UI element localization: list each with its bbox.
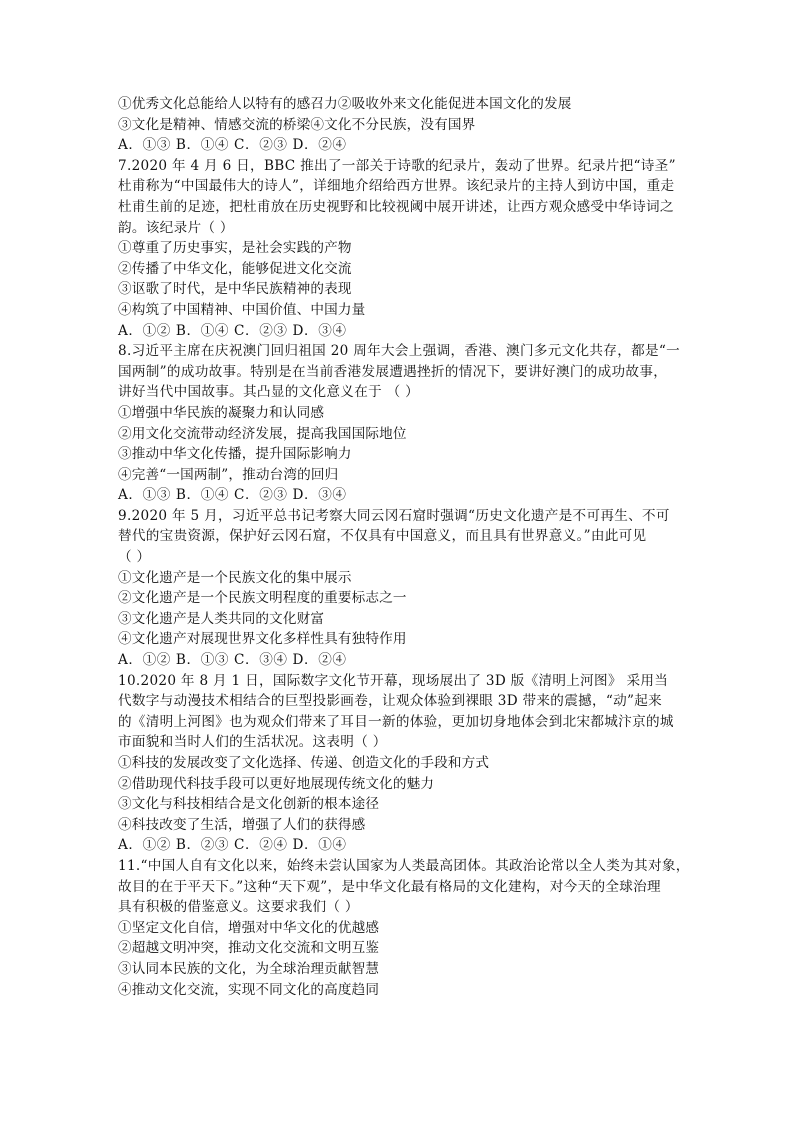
option-line: ②传播了中华文化，能够促进文化交流 xyxy=(118,260,352,277)
question-stem-line: 8.习近平主席在庆祝澳门回归祖国 20 周年大会上强调，香港、澳门多元文化共存，都是“一 xyxy=(118,343,681,360)
option-line: ①尊重了历史事实，是社会实践的产物 xyxy=(118,240,352,257)
question-stem-line: 故目的在于平天下。”这种“天下观”，是中华文化最有格局的文化建构，对今天的全球治理 xyxy=(118,878,661,895)
option-line: ④科技改变了生活，增强了人们的获得感 xyxy=(118,816,366,833)
question-stem-line: 9.2020 年 5 月，习近平总书记考察大同云冈石窟时强调“历史文化遗产是不可再生、不可 xyxy=(118,507,670,524)
question-stem-line: 市面貌和当时人们的生活状况。这表明（ ） xyxy=(118,734,387,751)
question-6-continued xyxy=(118,94,678,156)
option-line: ④文化遗产对展现世界文化多样性具有独特作用 xyxy=(118,631,407,648)
question-stem-line: 杜甫生前的足迹，把杜甫放在历史视野和比较视阈中展开讲述，让西方观众感受中华诗词之 xyxy=(118,198,674,215)
option-line: ①增强中华民族的凝聚力和认同感 xyxy=(118,404,325,421)
exam-page xyxy=(118,94,690,1000)
question-stem-line: 10.2020 年 8 月 1 日，国际数字文化节开幕，现场展出了 3D 版《清明上河图》 采用当 xyxy=(118,672,669,689)
answer-choices: A．①② B．①④ C．②③ D．③④ xyxy=(118,322,347,339)
question-7 xyxy=(118,156,678,341)
option-line: ②超越文明冲突，推动文化交流和文明互鉴 xyxy=(118,940,380,957)
question-11 xyxy=(118,856,690,1000)
option-line: ③文化是精神、情感交流的桥梁④文化不分民族，没有国界 xyxy=(118,116,476,133)
option-line: ③文化与科技相结合是文化创新的根本途径 xyxy=(118,796,380,813)
question-stem-line: 11.“中国人自有文化以来，始终未尝认国家为人类最高团体。其政治论常以全人类为其对象， xyxy=(118,857,690,874)
question-stem-line: 韵。该纪录片（ ） xyxy=(118,219,234,236)
question-stem-line: 讲好当代中国故事。其凸显的文化意义在于 （ ） xyxy=(118,384,420,401)
question-stem-line: 代数字与动漫技术相结合的巨型投影画卷，让观众体验到裸眼 3D 带来的震撼，“动”起来 xyxy=(118,693,663,710)
option-line: ④推动文化交流，实现不同文化的高度趋同 xyxy=(118,981,380,998)
question-10 xyxy=(118,671,678,856)
option-line: ②文化遗产是一个民族文明程度的重要标志之一 xyxy=(118,590,407,607)
question-stem-line: 替代的宝贵资源，保护好云冈石窟，不仅具有中国意义，而且具有世界意义。”由此可见 xyxy=(118,528,647,545)
option-line: ①坚定文化自信，增强对中华文化的优越感 xyxy=(118,919,380,936)
option-line: ③推动中华文化传播，提升国际影响力 xyxy=(118,446,352,463)
option-line: ②借助现代科技手段可以更好地展现传统文化的魅力 xyxy=(118,775,435,792)
option-line: ③讴歌了时代，是中华民族精神的表现 xyxy=(118,281,352,298)
answer-choices: A．①② B．①③ C．③④ D．②④ xyxy=(118,652,347,669)
question-stem-line: 7.2020 年 4 月 6 日，BBC 推出了一部关于诗歌的纪录片，轰动了世界。纪录片把“诗圣” xyxy=(118,157,676,174)
option-line: ④完善“一国两制”，推动台湾的回归 xyxy=(118,466,339,483)
question-stem-line: （ ） xyxy=(118,549,151,566)
question-stem-line: 具有积极的借鉴意义。这要求我们（ ） xyxy=(118,899,359,916)
question-9 xyxy=(118,506,678,671)
question-stem-line: 国两制”的成功故事。特别是在当前香港发展遭遇挫折的情况下，要讲好澳门的成功故事， xyxy=(118,363,668,380)
option-line: ①优秀文化总能给人以特有的感召力②吸收外来文化能促进本国文化的发展 xyxy=(118,96,572,112)
option-line: ③文化遗产是人类共同的文化财富 xyxy=(118,610,325,627)
question-8 xyxy=(118,341,681,506)
option-line: ①科技的发展改变了文化选择、传递、创造文化的手段和方式 xyxy=(118,755,490,771)
answer-choices: A．①③ B．①④ C．②③ D．②④ xyxy=(118,137,347,154)
question-stem-line: 的《清明上河图》也为观众们带来了耳目一新的体验，更加切身地体会到北宋都城汴京的城 xyxy=(118,713,674,730)
answer-choices: A．①② B．②③ C．②④ D．①④ xyxy=(118,837,347,854)
question-stem-line: 杜甫称为“中国最伟大的诗人”，详细地介绍给西方世界。该纪录片的主持人到访中国，重走 xyxy=(118,178,675,195)
option-line: ③认同本民族的文化，为全球治理贡献智慧 xyxy=(118,960,380,977)
answer-choices: A．①③ B．①④ C．②③ D．③④ xyxy=(118,487,347,504)
option-line: ①文化遗产是一个民族文化的集中展示 xyxy=(118,569,352,586)
option-line: ②用文化交流带动经济发展，提高我国国际地位 xyxy=(118,425,407,442)
option-line: ④构筑了中国精神、中国价值、中国力量 xyxy=(118,301,366,318)
